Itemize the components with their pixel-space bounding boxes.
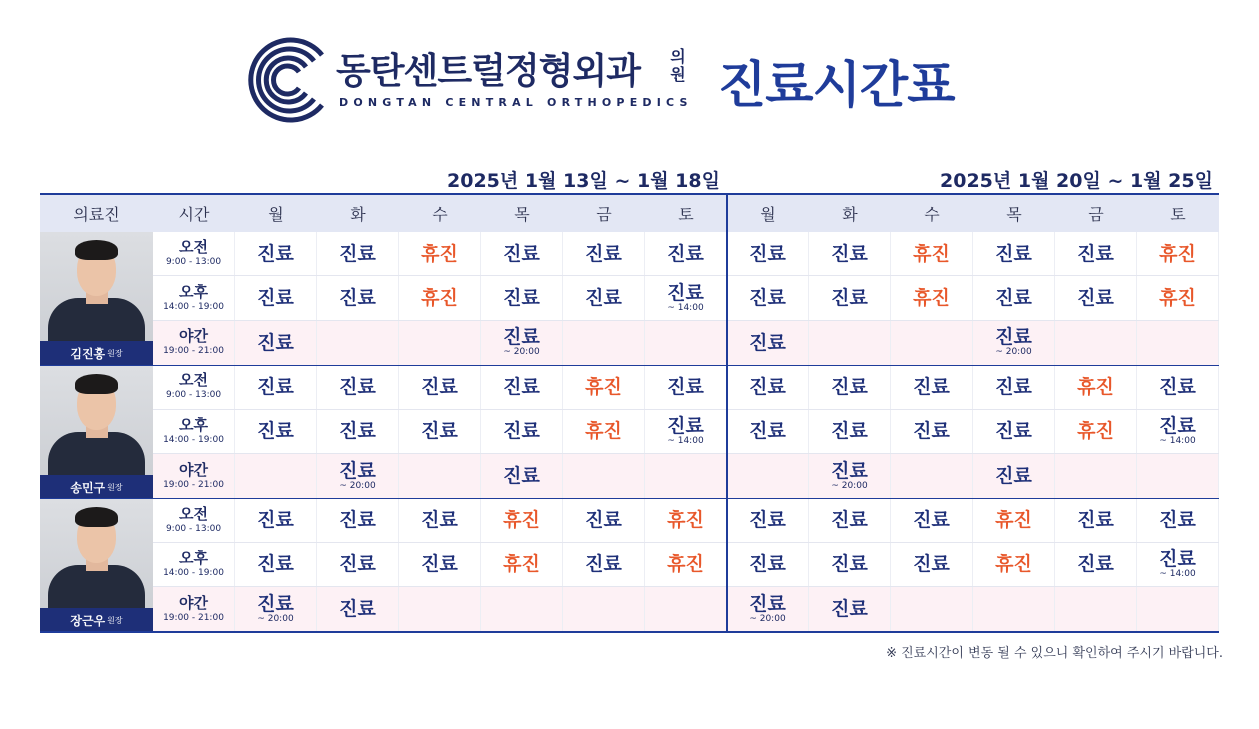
schedule-cell	[317, 410, 399, 453]
status-open: 진료	[339, 459, 376, 482]
schedule-cell	[645, 543, 727, 586]
status-closed: 휴진	[667, 509, 704, 532]
schedule-cell	[645, 321, 727, 365]
status-open: 진료	[503, 242, 540, 265]
schedule-cell	[399, 321, 481, 365]
time-slot-hours: 9:00 - 13:00	[165, 257, 222, 268]
schedule-cell	[973, 587, 1055, 631]
status-closed: 휴진	[421, 287, 458, 310]
schedule-cell	[645, 410, 727, 453]
status-open: 진료	[913, 375, 950, 398]
status-closed: 휴진	[1159, 287, 1196, 310]
header-day: 화	[842, 205, 858, 224]
header-day: 목	[514, 205, 530, 224]
status-open: 진료	[667, 242, 704, 265]
status-open: 진료	[503, 287, 540, 310]
schedule-cell	[645, 365, 727, 408]
page-title: 진료시간표	[718, 56, 955, 114]
schedule-cell	[235, 365, 317, 408]
time-slot-cell	[153, 410, 235, 453]
header-day: 목	[1006, 205, 1022, 224]
status-open: 진료	[421, 509, 458, 532]
status-open: 진료	[913, 420, 950, 443]
schedule-cell	[1055, 543, 1137, 586]
schedule-cell	[235, 587, 317, 631]
end-time-note: ~ 14:00	[667, 302, 704, 313]
time-slot-cell	[153, 454, 235, 498]
table-row	[40, 365, 1219, 409]
time-slot-label: 오전	[179, 504, 208, 523]
status-open: 진료	[257, 553, 294, 576]
header-day: 월	[760, 205, 776, 224]
time-slot-cell	[153, 498, 235, 541]
schedule-cell	[563, 410, 645, 453]
schedule-cell	[809, 321, 891, 365]
schedule-cell	[1137, 587, 1219, 631]
table-row	[40, 321, 1219, 365]
status-open: 진료	[1077, 287, 1114, 310]
time-slot-label: 오후	[179, 415, 208, 434]
doctor-role: 원장	[107, 615, 123, 625]
doctor-role: 원장	[107, 482, 123, 492]
status-open: 진료	[421, 553, 458, 576]
doctor-name: 송민구	[70, 480, 106, 495]
schedule-cell	[645, 276, 727, 319]
schedule-cell	[317, 365, 399, 408]
schedule-cell	[727, 321, 809, 365]
table-row	[40, 454, 1219, 498]
schedule-cell	[1137, 321, 1219, 365]
end-time-note: ~ 20:00	[503, 347, 540, 358]
week-range-2: 2025년 1월 20일 ~ 1월 25일	[940, 170, 1213, 192]
status-open: 진료	[831, 459, 868, 482]
status-closed: 휴진	[1077, 420, 1114, 443]
schedule-cell	[891, 410, 973, 453]
time-slot-hours: 19:00 - 21:00	[163, 346, 224, 357]
status-open: 진료	[339, 509, 376, 532]
status-open: 진료	[585, 287, 622, 310]
schedule-cell	[1055, 454, 1137, 498]
time-slot-label: 야간	[179, 327, 208, 346]
status-open: 진료	[995, 242, 1032, 265]
doctor-group-divider	[40, 498, 1219, 499]
schedule-cell	[399, 365, 481, 408]
status-open: 진료	[1159, 375, 1196, 398]
status-open: 진료	[1077, 509, 1114, 532]
schedule-cell	[1137, 232, 1219, 275]
time-slot-cell	[153, 276, 235, 319]
status-open: 진료	[421, 375, 458, 398]
status-open: 진료	[257, 242, 294, 265]
schedule-cell	[317, 321, 399, 365]
status-open: 진료	[995, 375, 1032, 398]
end-time-note: ~ 20:00	[995, 347, 1032, 358]
schedule-cell	[317, 276, 399, 319]
status-open: 진료	[585, 553, 622, 576]
schedule-cell	[891, 232, 973, 275]
status-open: 진료	[1159, 414, 1196, 437]
schedule-cell	[1055, 498, 1137, 541]
schedule-cell	[317, 543, 399, 586]
status-open: 진료	[503, 375, 540, 398]
status-open: 진료	[995, 465, 1032, 488]
status-open: 진료	[995, 420, 1032, 443]
schedule-cell	[399, 276, 481, 319]
status-open: 진료	[257, 592, 294, 615]
time-slot-label: 야간	[179, 460, 208, 479]
status-open: 진료	[667, 375, 704, 398]
schedule-cell	[235, 276, 317, 319]
status-open: 진료	[1077, 242, 1114, 265]
status-open: 진료	[749, 592, 786, 615]
schedule-cell	[973, 276, 1055, 319]
table-top-border	[40, 193, 1219, 195]
schedule-cell	[563, 365, 645, 408]
end-time-note: ~ 14:00	[1159, 435, 1196, 446]
status-open: 진료	[503, 326, 540, 349]
schedule-cell	[481, 587, 563, 631]
status-open: 진료	[1159, 509, 1196, 532]
time-slot-hours: 14:00 - 19:00	[163, 301, 224, 312]
doctor-group-divider	[40, 365, 1219, 366]
header-day: 월	[268, 205, 284, 224]
time-slot-label: 오후	[179, 282, 208, 301]
status-open: 진료	[831, 420, 868, 443]
schedule-cell	[1055, 365, 1137, 408]
schedule-cell	[399, 498, 481, 541]
schedule-cell	[891, 365, 973, 408]
status-open: 진료	[421, 420, 458, 443]
schedule-cell	[1055, 587, 1137, 631]
status-open: 진료	[257, 509, 294, 532]
status-closed: 휴진	[1077, 375, 1114, 398]
schedule-cell	[481, 498, 563, 541]
clinic-name: 동탄센트럴정형외과	[336, 51, 640, 92]
schedule-cell	[727, 276, 809, 319]
header-day: 토	[678, 205, 694, 224]
status-closed: 휴진	[503, 553, 540, 576]
schedule-cell	[809, 232, 891, 275]
status-open: 진료	[995, 287, 1032, 310]
table-row	[40, 276, 1219, 320]
time-slot-hours: 14:00 - 19:00	[163, 434, 224, 445]
time-slot-hours: 9:00 - 13:00	[165, 523, 222, 534]
schedule-cell	[317, 587, 399, 631]
header-day: 수	[924, 205, 940, 224]
schedule-cell	[973, 321, 1055, 365]
clinic-suffix: 의원	[670, 47, 686, 84]
status-open: 진료	[585, 509, 622, 532]
schedule-cell	[809, 276, 891, 319]
status-closed: 휴진	[585, 375, 622, 398]
schedule-cell	[809, 498, 891, 541]
time-slot-cell	[153, 232, 235, 275]
schedule-cell	[399, 410, 481, 453]
table-row	[40, 498, 1219, 542]
status-open: 진료	[749, 420, 786, 443]
status-closed: 휴진	[667, 553, 704, 576]
status-open: 진료	[749, 375, 786, 398]
schedule-cell	[727, 365, 809, 408]
header-day: 화	[350, 205, 366, 224]
schedule-cell	[235, 410, 317, 453]
schedule-cell	[1055, 276, 1137, 319]
schedule-cell	[1055, 232, 1137, 275]
schedule-cell	[481, 454, 563, 498]
schedule-cell	[1137, 365, 1219, 408]
status-open: 진료	[257, 331, 294, 354]
status-open: 진료	[339, 375, 376, 398]
clinic-logo-icon	[244, 33, 328, 127]
schedule-cell	[973, 365, 1055, 408]
status-open: 진료	[749, 553, 786, 576]
status-open: 진료	[913, 509, 950, 532]
time-slot-cell	[153, 587, 235, 631]
schedule-cell	[1055, 410, 1137, 453]
schedule-cell	[809, 410, 891, 453]
schedule-cell	[1137, 276, 1219, 319]
status-open: 진료	[257, 420, 294, 443]
schedule-cell	[891, 454, 973, 498]
schedule-cell	[727, 454, 809, 498]
schedule-cell	[891, 543, 973, 586]
status-closed: 휴진	[913, 287, 950, 310]
schedule-cell	[235, 454, 317, 498]
status-open: 진료	[339, 598, 376, 621]
doctor-name: 김진홍	[70, 346, 106, 361]
status-open: 진료	[1159, 547, 1196, 570]
schedule-cell	[563, 232, 645, 275]
status-open: 진료	[831, 242, 868, 265]
end-time-note: ~ 20:00	[831, 480, 868, 491]
status-closed: 휴진	[913, 242, 950, 265]
schedule-cell	[645, 232, 727, 275]
schedule-cell	[563, 321, 645, 365]
schedule-cell	[727, 543, 809, 586]
status-open: 진료	[667, 281, 704, 304]
status-open: 진료	[749, 287, 786, 310]
status-open: 진료	[913, 553, 950, 576]
schedule-cell	[727, 498, 809, 541]
doctor-name-label	[40, 341, 153, 365]
status-open: 진료	[831, 375, 868, 398]
table-row	[40, 543, 1219, 587]
table-row	[40, 410, 1219, 454]
header-doctor: 의료진	[73, 205, 120, 224]
status-closed: 휴진	[995, 553, 1032, 576]
schedule-cell	[235, 232, 317, 275]
schedule-cell	[481, 365, 563, 408]
schedule-cell	[399, 232, 481, 275]
doctor-role: 원장	[107, 348, 123, 358]
schedule-cell	[481, 276, 563, 319]
schedule-cell	[973, 454, 1055, 498]
schedule-cell	[235, 543, 317, 586]
schedule-cell	[973, 498, 1055, 541]
schedule-cell	[1055, 321, 1137, 365]
end-time-note: ~ 20:00	[339, 480, 376, 491]
table-row	[40, 232, 1219, 276]
week-range-1: 2025년 1월 13일 ~ 1월 18일	[447, 170, 720, 192]
time-slot-hours: 19:00 - 21:00	[163, 479, 224, 490]
schedule-cell	[399, 454, 481, 498]
header-day: 금	[596, 205, 612, 224]
table-row	[40, 587, 1219, 631]
schedule-cell	[235, 498, 317, 541]
status-open: 진료	[585, 242, 622, 265]
status-open: 진료	[831, 598, 868, 621]
schedule-cell	[399, 543, 481, 586]
header-time: 시간	[178, 205, 210, 224]
status-closed: 휴진	[421, 242, 458, 265]
table-bottom-border	[40, 631, 1219, 633]
time-slot-cell	[153, 321, 235, 365]
header-day: 토	[1170, 205, 1186, 224]
status-open: 진료	[257, 287, 294, 310]
time-slot-label: 오전	[179, 371, 208, 390]
schedule-cell	[891, 276, 973, 319]
status-open: 진료	[749, 509, 786, 532]
schedule-cell	[1137, 410, 1219, 453]
status-open: 진료	[667, 414, 704, 437]
schedule-cell	[1137, 498, 1219, 541]
schedule-cell	[973, 232, 1055, 275]
status-open: 진료	[503, 465, 540, 488]
header-day: 수	[432, 205, 448, 224]
status-open: 진료	[749, 331, 786, 354]
doctor-photo	[40, 499, 153, 632]
schedule-cell	[891, 498, 973, 541]
status-open: 진료	[339, 287, 376, 310]
time-slot-label: 오전	[179, 238, 208, 257]
week-divider	[726, 195, 728, 631]
schedule-cell	[563, 543, 645, 586]
time-slot-hours: 14:00 - 19:00	[163, 567, 224, 578]
schedule-cell	[317, 498, 399, 541]
status-open: 진료	[1077, 553, 1114, 576]
time-slot-cell	[153, 543, 235, 586]
time-slot-hours: 19:00 - 21:00	[163, 612, 224, 623]
schedule-cell	[891, 321, 973, 365]
schedule-cell	[727, 410, 809, 453]
status-open: 진료	[503, 420, 540, 443]
schedule-cell	[399, 587, 481, 631]
time-slot-label: 오후	[179, 548, 208, 567]
status-closed: 휴진	[585, 420, 622, 443]
time-slot-cell	[153, 365, 235, 408]
schedule-cell	[481, 232, 563, 275]
status-open: 진료	[831, 509, 868, 532]
schedule-cell	[809, 543, 891, 586]
status-open: 진료	[995, 326, 1032, 349]
clinic-english-name: DONGTAN CENTRAL ORTHOPEDICS	[339, 96, 693, 109]
end-time-note: ~ 20:00	[257, 613, 294, 624]
schedule-cell	[645, 498, 727, 541]
schedule-cell	[645, 587, 727, 631]
time-slot-label: 야간	[179, 593, 208, 612]
doctor-name-label	[40, 475, 153, 499]
schedule-cell	[563, 587, 645, 631]
time-slot-hours: 9:00 - 13:00	[165, 390, 222, 401]
schedule-cell	[645, 454, 727, 498]
schedule-cell	[809, 365, 891, 408]
schedule-table-body	[40, 232, 1219, 632]
doctor-photo	[40, 366, 153, 499]
status-closed: 휴진	[503, 509, 540, 532]
schedule-cell	[481, 543, 563, 586]
schedule-cell	[973, 410, 1055, 453]
schedule-cell	[563, 276, 645, 319]
schedule-cell	[1137, 454, 1219, 498]
schedule-cell	[809, 454, 891, 498]
status-closed: 휴진	[1159, 242, 1196, 265]
page-header	[0, 0, 1259, 150]
status-open: 진료	[749, 242, 786, 265]
end-time-note: ~ 20:00	[749, 613, 786, 624]
schedule-cell	[809, 587, 891, 631]
schedule-cell	[727, 232, 809, 275]
doctor-photo	[40, 232, 153, 365]
schedule-cell	[481, 321, 563, 365]
status-closed: 휴진	[995, 509, 1032, 532]
end-time-note: ~ 14:00	[667, 435, 704, 446]
schedule-cell	[317, 454, 399, 498]
schedule-cell	[563, 498, 645, 541]
status-open: 진료	[339, 553, 376, 576]
schedule-cell	[317, 232, 399, 275]
header-day: 금	[1088, 205, 1104, 224]
status-open: 진료	[831, 287, 868, 310]
status-open: 진료	[831, 553, 868, 576]
schedule-cell	[563, 454, 645, 498]
status-open: 진료	[257, 375, 294, 398]
doctor-name-label	[40, 608, 153, 632]
schedule-cell	[481, 410, 563, 453]
schedule-cell	[235, 321, 317, 365]
footnote: ※ 진료시간이 변동 될 수 있으니 확인하여 주시기 바랍니다.	[886, 646, 1223, 661]
schedule-cell	[891, 587, 973, 631]
status-open: 진료	[339, 420, 376, 443]
schedule-cell	[727, 587, 809, 631]
status-open: 진료	[339, 242, 376, 265]
end-time-note: ~ 14:00	[1159, 568, 1196, 579]
schedule-cell	[1137, 543, 1219, 586]
table-header-row	[40, 195, 1219, 232]
doctor-name: 장근우	[70, 613, 106, 628]
schedule-cell	[973, 543, 1055, 586]
